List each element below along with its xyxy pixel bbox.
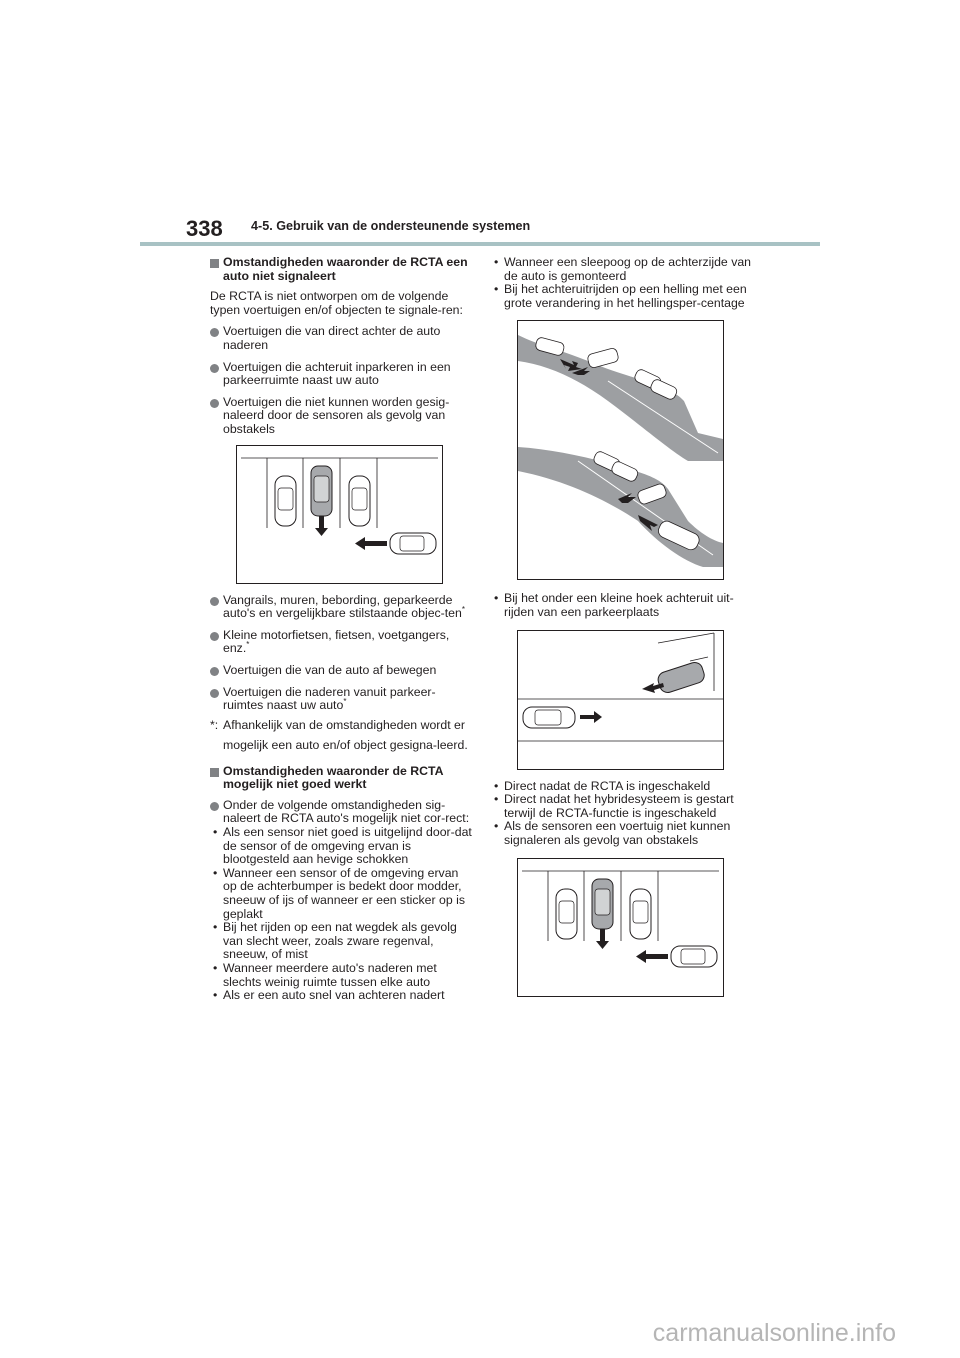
car bbox=[587, 348, 620, 369]
sub-list-item: • Bij het rijden op een nat wegdek als gevolg van slecht weer, zoals zware regenval, sneeuw, of mist bbox=[213, 920, 457, 962]
parked-car bbox=[630, 889, 651, 939]
sub-list-item: • Wanneer meerdere auto's naderen met slechts weinig ruimte tussen elke auto bbox=[213, 961, 437, 989]
circle-bullet-icon bbox=[210, 597, 219, 606]
sub-list-item: • Wanneer een sensor of de omgeving ervan op de achterbumper is bedekt door modder, sneeuw of ijs of wanneer er een sticker op is geplakt bbox=[213, 865, 465, 921]
footnote: *: Afhankelijk van de omstandigheden wordt er mogelijk een auto en/of object gesigna-leerd. bbox=[210, 717, 468, 752]
sub-list-item: • Bij het achteruitrijden op een helling met een grote verandering in het hellingsper-centage bbox=[494, 282, 747, 310]
own-car bbox=[592, 879, 613, 929]
heading-not-detected: Omstandigheden waaronder de RCTA een auto niet signaleert bbox=[210, 256, 472, 283]
list-item: Voertuigen die naderen vanuit parkeer-ruimtes naast uw auto* bbox=[210, 686, 472, 713]
right-column bbox=[491, 256, 753, 997]
approaching-car bbox=[523, 707, 575, 728]
section-title: 4-5. Gebruik van de ondersteunende systemen bbox=[251, 219, 531, 233]
list-item: Onder de volgende omstandigheden sig-naleert de RCTA auto's mogelijk niet cor-rect: bbox=[210, 799, 472, 826]
approach-arrow-icon bbox=[636, 950, 668, 963]
parking-illustration bbox=[236, 445, 443, 584]
list-item: Kleine motorfietsen, fietsen, voetgangers, enz.* bbox=[210, 629, 472, 656]
reverse-arrow-icon bbox=[315, 516, 328, 536]
sub-list-item: • Direct nadat de RCTA is ingeschakeld bbox=[494, 778, 711, 793]
circle-bullet-icon bbox=[210, 632, 219, 641]
sub-list-item: • Als de sensoren een voertuig niet kunnen signaleren als gevolg van obstakels bbox=[494, 819, 731, 847]
circle-bullet-icon bbox=[210, 399, 219, 408]
approaching-car bbox=[671, 946, 717, 967]
sub-list-item: • Als er een auto snel van achteren nadert bbox=[213, 988, 445, 1003]
own-car bbox=[311, 466, 332, 516]
approaching-car bbox=[390, 533, 436, 554]
heading-may-not-work: Omstandigheden waaronder de RCTA mogelijk niet goed werkt bbox=[210, 765, 472, 792]
square-bullet-icon bbox=[210, 259, 219, 268]
reverse-arrow-icon bbox=[596, 929, 609, 949]
circle-bullet-icon bbox=[210, 689, 219, 698]
sub-list-item: • Als een sensor niet goed is uitgelijnd door-dat de sensor of de omgeving ervan is blootgesteld aan hevige schokken bbox=[213, 825, 472, 867]
parked-car bbox=[275, 476, 296, 526]
circle-bullet-icon bbox=[210, 667, 219, 676]
approach-arrow-icon bbox=[355, 537, 387, 550]
parked-car bbox=[349, 476, 370, 526]
sub-list-item: • Direct nadat het hybridesysteem is gestart terwijl de RCTA-functie is ingeschakeld bbox=[494, 792, 734, 820]
slope-illustration bbox=[517, 320, 724, 580]
page-number: 338 bbox=[186, 216, 223, 241]
intro-paragraph: De RCTA is niet ontworpen om de volgende typen voertuigen en/of objecten te signale-ren: bbox=[210, 289, 463, 317]
left-column bbox=[210, 256, 472, 1003]
approach-arrow-icon bbox=[580, 711, 602, 723]
list-item: Voertuigen die achteruit inparkeren in een parkeerruimte naast uw auto bbox=[210, 361, 472, 388]
circle-bullet-icon bbox=[210, 328, 219, 337]
circle-bullet-icon bbox=[210, 364, 219, 373]
list-item: Voertuigen die van direct achter de auto naderen bbox=[210, 325, 472, 352]
watermark: carmanualsonline.info bbox=[652, 1319, 896, 1347]
square-bullet-icon bbox=[210, 768, 219, 777]
angled-exit-illustration bbox=[517, 630, 724, 770]
list-item: Voertuigen die van de auto af bewegen bbox=[210, 664, 472, 678]
sub-list-item: • Bij het onder een kleine hoek achteruit uit-rijden van een parkeerplaats bbox=[494, 591, 734, 619]
circle-bullet-icon bbox=[210, 802, 219, 811]
list-item: Voertuigen die niet kunnen worden gesig-naleerd door de sensoren als gevolg van obstakels bbox=[210, 396, 472, 437]
sub-list-item: • Wanneer een sleepoog op de achterzijde van de auto is gemonteerd bbox=[494, 255, 752, 283]
parking-illustration bbox=[517, 858, 724, 997]
header-rule bbox=[140, 242, 820, 246]
parked-car bbox=[556, 889, 577, 939]
own-car bbox=[656, 660, 706, 694]
list-item: Vangrails, muren, bebording, geparkeerde auto's en vergelijkbare stilstaande objec-ten* bbox=[210, 594, 472, 621]
